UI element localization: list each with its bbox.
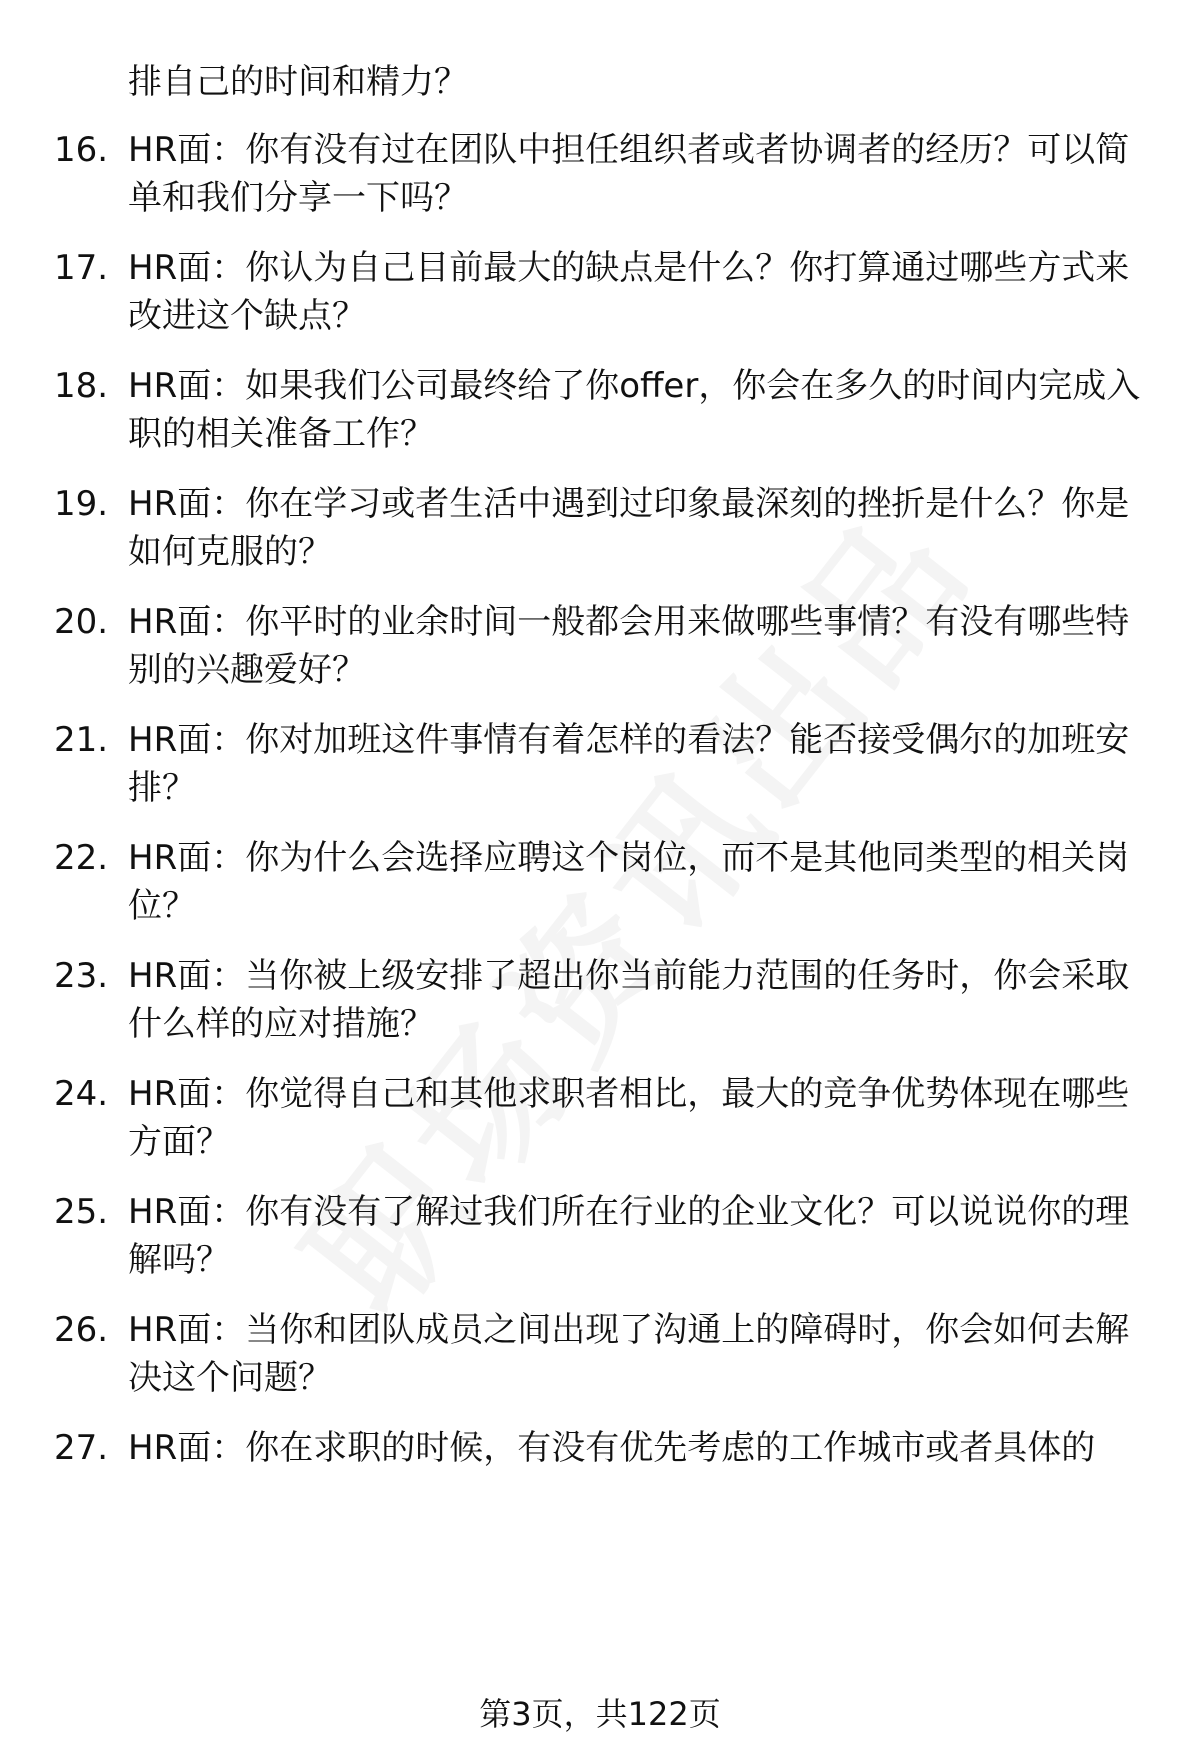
question-number: 22. bbox=[54, 838, 109, 878]
question-number: 16. bbox=[54, 130, 109, 170]
question-text: HR面：你在学习或者生活中遇到过印象最深刻的挫折是什么？你是如何克服的？ bbox=[128, 484, 1130, 572]
question-text: HR面：你在求职的时候，有没有优先考虑的工作城市或者具体的 bbox=[128, 1428, 1096, 1468]
question-number: 21. bbox=[54, 720, 109, 760]
question-number: 18. bbox=[54, 366, 109, 406]
question-text: HR面：你有没有过在团队中担任组织者或者协调者的经历？可以简单和我们分享一下吗？ bbox=[128, 130, 1130, 218]
question-text: HR面：你觉得自己和其他求职者相比，最大的竞争优势体现在哪些方面？ bbox=[128, 1074, 1130, 1162]
question-number: 26. bbox=[54, 1310, 109, 1350]
question-text: HR面：当你和团队成员之间出现了沟通上的障碍时，你会如何去解决这个问题？ bbox=[128, 1310, 1130, 1398]
question-number: 24. bbox=[54, 1074, 109, 1114]
question-number: 25. bbox=[54, 1192, 109, 1232]
question-number: 19. bbox=[54, 484, 109, 524]
question-text: HR面：你有没有了解过我们所在行业的企业文化？可以说说你的理解吗？ bbox=[128, 1192, 1130, 1280]
question-number: 27. bbox=[54, 1428, 109, 1468]
question-number: 23. bbox=[54, 956, 109, 996]
continuation-text: 排自己的时间和精力？ bbox=[128, 62, 468, 102]
question-number: 20. bbox=[54, 602, 109, 642]
question-text: HR面：如果我们公司最终给了你offer，你会在多久的时间内完成入职的相关准备工作？ bbox=[128, 366, 1141, 454]
question-text: HR面：你对加班这件事情有着怎样的看法？能否接受偶尔的加班安排？ bbox=[128, 720, 1130, 808]
question-text: HR面：你平时的业余时间一般都会用来做哪些事情？有没有哪些特别的兴趣爱好？ bbox=[128, 602, 1130, 690]
question-text: HR面：当你被上级安排了超出你当前能力范围的任务时，你会采取什么样的应对措施？ bbox=[128, 956, 1130, 1044]
page-footer: 第3页，共122页 bbox=[479, 1695, 721, 1733]
question-text: HR面：你为什么会选择应聘这个岗位，而不是其他同类型的相关岗位？ bbox=[128, 838, 1130, 926]
question-text: HR面：你认为自己目前最大的缺点是什么？你打算通过哪些方式来改进这个缺点？ bbox=[128, 248, 1130, 336]
question-number: 17. bbox=[54, 248, 109, 288]
